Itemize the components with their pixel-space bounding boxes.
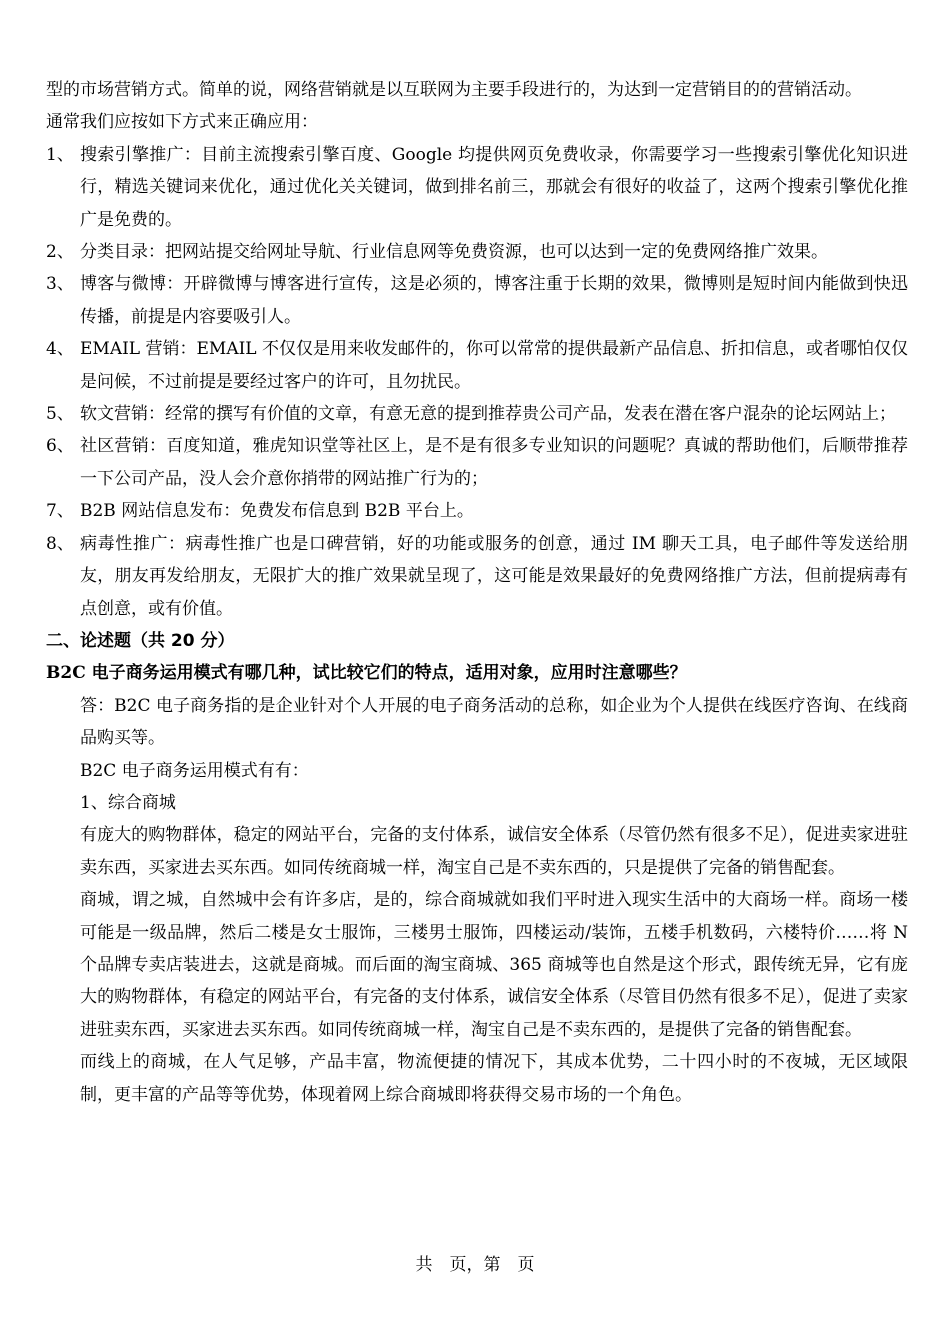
list-text: B2B 网站信息发布：免费发布信息到 B2B 平台上。	[80, 501, 474, 522]
list-number: 3、	[46, 274, 74, 295]
list-item	[46, 236, 908, 268]
list-item	[46, 430, 908, 495]
answer-paragraph: 而线上的商城，在人气足够，产品丰富，物流便捷的情况下，其成本优势，二十四小时的不夜城，无区域限制，更丰富的产品等等优势，体现着网上综合商城即将获得交易市场的一个角色。	[80, 1052, 908, 1105]
answer-subheading: 1、综合商城	[80, 792, 176, 813]
list-item	[46, 398, 908, 430]
answer-block	[46, 690, 908, 1111]
list-number: 7、	[46, 501, 74, 522]
list-number: 8、	[46, 533, 74, 554]
list-number: 2、	[46, 242, 74, 263]
list-text: 软文营销：经常的撰写有价值的文章，有意无意的提到推荐贵公司产品，发表在潜在客户混杂的论坛网站上；	[80, 404, 896, 425]
method-list	[46, 139, 908, 625]
answer-paragraph: 答：B2C 电子商务指的是企业针对个人开展的电子商务活动的总称，如企业为个人提供在线医疗咨询、在线商品购买等。	[80, 695, 908, 749]
essay-question: B2C 电子商务运用模式有哪几种，试比较它们的特点，适用对象，应用时注意哪些？	[46, 663, 687, 684]
page-footer: 共 页，第 页	[415, 1255, 535, 1275]
list-text: 博客与微博：开辟微博与博客进行宣传，这是必须的，博客注重于长期的效果，微博则是短时间内能做到快迅传播，前提是内容要吸引人。	[80, 274, 908, 327]
list-text: 社区营销：百度知道，雅虎知识堂等社区上，是不是有很多专业知识的问题呢？真诚的帮助他们，后顺带推荐一下公司产品，没人会介意你捎带的网站推广行为的；	[80, 436, 908, 489]
answer-paragraph: 商城，谓之城，自然城中会有许多店，是的，综合商城就如我们平时进入现实生活中的大商场一样。商场一楼可能是一级品牌，然后二楼是女士服饰，三楼男士服饰，四楼运动/装饰，五楼手机数码，六楼特价……将 N 个品牌专卖店装进去，这就是商城。而后面的淘宝商城、365 商城等也自然是这个形式，跟传统无异，它有庞大的购物群体，有稳定的网站平台，有完备的支付体系，诚信安全体系（尽管目仍然有很多不足），促进了卖家进驻卖东西，买家进去买东西。如同传统商城一样，淘宝自己是不卖东西的，是提供了完备的销售配套。	[80, 890, 908, 1040]
list-number: 4、	[46, 339, 74, 360]
section-heading: 二、论述题（共 20 分）	[46, 630, 235, 651]
list-number: 5、	[46, 404, 74, 425]
answer-paragraph: 有庞大的购物群体，稳定的网站平台，完备的支付体系，诚信安全体系（尽管仍然有很多不足），促进卖家进驻卖东西，买家进去买东西。如同传统商城一样，淘宝自己是不卖东西的，只是提供了完备的销售配套。	[80, 825, 908, 878]
list-text: 病毒性推广：病毒性推广也是口碑营销，好的功能或服务的创意，通过 IM 聊天工具，电子邮件等发送给朋友，朋友再发给朋友，无限扩大的推广效果就呈现了，这可能是效果最好的免费网络推广方法，但前提病毒有点创意，或有价值。	[80, 533, 908, 619]
intro-paragraph: 型的市场营销方式。简单的说，网络营销就是以互联网为主要手段进行的，为达到一定营销目的的营销活动。	[46, 80, 862, 100]
list-number: 1、	[46, 144, 74, 165]
list-text: 搜索引擎推广：目前主流搜索引擎百度、Google 均提供网页免费收录，你需要学习一些搜索引擎优化知识进行，精选关键词来优化，通过优化关关键词，做到排名前三，那就会有很好的收益了，这两个搜索引擎优化推广是免费的。	[80, 144, 908, 230]
intro-lead: 通常我们应按如下方式来正确应用：	[46, 112, 318, 133]
list-number: 6、	[46, 436, 74, 457]
list-item	[46, 333, 908, 398]
list-text: EMAIL 营销：EMAIL 不仅仅是用来收发邮件的，你可以常常的提供最新产品信息、折扣信息，或者哪怕仅仅是问候，不过前提是要经过客户的许可，且勿扰民。	[80, 339, 909, 392]
list-item	[46, 495, 908, 527]
list-text: 分类目录：把网站提交给网址导航、行业信息网等免费资源，也可以达到一定的免费网络推广效果。	[80, 242, 828, 263]
list-item	[46, 139, 908, 236]
document-body	[46, 74, 908, 1111]
list-item	[46, 528, 908, 625]
list-item	[46, 268, 908, 333]
answer-paragraph: B2C 电子商务运用模式有有：	[80, 760, 309, 781]
